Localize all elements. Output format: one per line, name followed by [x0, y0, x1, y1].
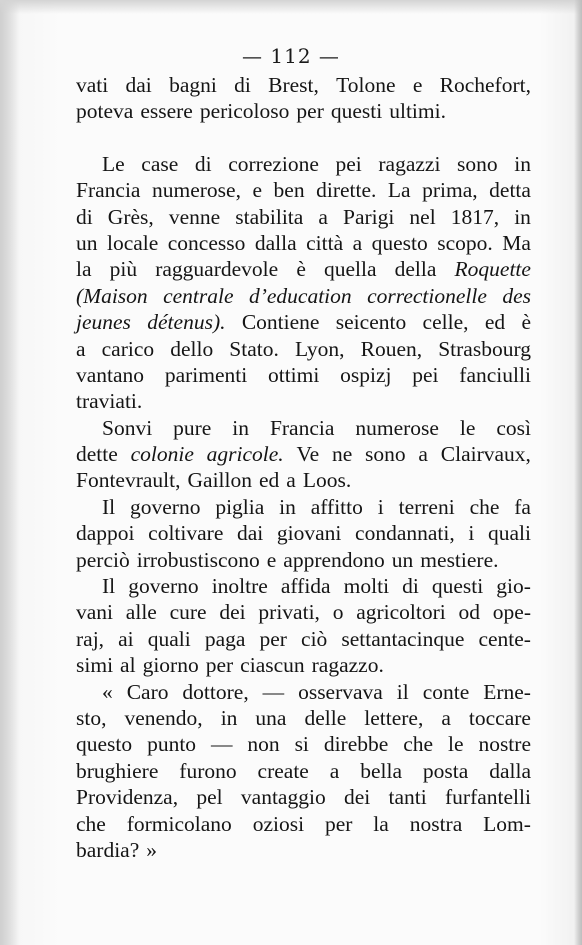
word: bagni: [169, 73, 217, 97]
word: di: [194, 151, 212, 176]
word: più: [109, 257, 138, 282]
word: Caro: [126, 679, 169, 704]
word: inoltre: [211, 574, 268, 599]
word: in: [279, 494, 296, 519]
word: questo: [371, 230, 428, 255]
word: nel: [409, 204, 436, 229]
text-line: [76, 283, 531, 309]
word: in: [514, 151, 531, 176]
word: poteva: [76, 99, 134, 124]
word: ragazzo.: [311, 653, 384, 678]
text-line: [76, 784, 531, 810]
word: ottimi: [267, 362, 320, 387]
word: ne: [331, 442, 353, 467]
word: per: [259, 626, 287, 651]
word: delle: [304, 705, 347, 730]
body-text: [76, 72, 531, 863]
word: Ma: [502, 230, 531, 255]
word: Erne-: [483, 679, 531, 704]
word: ciò: [301, 626, 328, 651]
word: Grès,: [107, 204, 154, 229]
word: od: [458, 600, 481, 625]
word: correctionelle: [367, 283, 487, 308]
text-line: [76, 520, 531, 546]
word: la: [373, 811, 389, 836]
word: direbbe: [323, 732, 389, 757]
word: la: [76, 257, 92, 282]
word: che: [76, 811, 106, 836]
word: paga: [204, 626, 246, 651]
paragraph-continuation: [76, 72, 531, 125]
word: 1817,: [450, 204, 500, 229]
word: Gaillon: [187, 468, 252, 493]
word: perciò: [76, 547, 130, 572]
word: formicolano: [126, 811, 232, 836]
word: al: [120, 653, 136, 678]
word: colonie: [130, 442, 194, 467]
word: per: [324, 811, 353, 836]
word: Strasbourg: [438, 336, 531, 361]
text-line: [76, 626, 531, 652]
text-line: [76, 98, 531, 124]
page-edge-shadow-right: [574, 0, 582, 945]
word: città: [306, 230, 344, 255]
word: vati: [76, 73, 109, 97]
word: a: [352, 230, 363, 255]
text-line: [76, 177, 531, 203]
word: furfantelli: [445, 785, 531, 810]
word: concesso: [167, 230, 246, 255]
word: raj,: [76, 626, 105, 651]
word: carico: [101, 336, 155, 361]
word: il: [396, 679, 409, 704]
word: dalla: [489, 758, 531, 783]
text-line: [76, 362, 531, 388]
word: pel: [196, 785, 223, 810]
word: punto: [147, 732, 197, 757]
word: case: [141, 151, 179, 176]
text-line: [76, 758, 531, 784]
word: gio-: [496, 574, 531, 599]
word: vantaggio: [240, 785, 326, 810]
word: toccare: [468, 705, 531, 730]
word: settantacinque: [341, 626, 465, 651]
word: ospizj: [340, 362, 392, 387]
word: governo: [128, 574, 199, 599]
text-line: [76, 467, 531, 493]
word: dei: [343, 785, 371, 810]
word: «: [102, 679, 113, 704]
word: di: [76, 204, 93, 229]
text-line: [76, 230, 531, 256]
word: prima,: [422, 178, 478, 203]
text-line: [76, 494, 531, 520]
word: a: [318, 204, 328, 229]
text-line: [76, 679, 531, 705]
text-line: [76, 837, 531, 863]
word: sono: [365, 442, 406, 467]
word: fa: [514, 494, 531, 519]
word: pei: [412, 362, 439, 387]
word: questi: [431, 574, 484, 599]
word: in: [514, 204, 531, 229]
word: e: [412, 73, 423, 97]
word: Le: [102, 151, 125, 176]
word: per: [205, 653, 234, 678]
word: pei: [335, 151, 362, 176]
word: parimenti: [164, 362, 248, 387]
word: Il: [102, 494, 116, 519]
word: così: [496, 415, 531, 440]
word: posta: [422, 758, 469, 783]
word: Providenza,: [76, 785, 179, 810]
word: terreni: [398, 494, 455, 519]
word: che: [403, 732, 434, 757]
word: Il: [102, 574, 116, 599]
word: ragguardevole: [155, 257, 279, 282]
word: di: [234, 73, 251, 97]
word: sono: [457, 151, 498, 176]
word: i: [377, 494, 384, 519]
word: conte: [422, 679, 470, 704]
word: dai: [237, 521, 264, 546]
word: ultimi.: [389, 99, 446, 124]
word: agricole.: [206, 442, 284, 467]
word: create: [257, 758, 309, 783]
word: è: [521, 310, 531, 335]
word: dei: [219, 600, 246, 625]
word: in: [232, 415, 249, 440]
word: i: [468, 521, 475, 546]
word: La: [387, 178, 411, 203]
word: dappoi: [76, 521, 135, 546]
word: quali: [147, 626, 191, 651]
word: a: [329, 758, 340, 783]
text-line: [76, 441, 531, 467]
word: giorno: [142, 653, 199, 678]
word: e: [266, 547, 277, 572]
word: Fontevrault,: [76, 468, 181, 493]
word: di: [402, 574, 419, 599]
word: traviati.: [76, 389, 143, 414]
word: e: [252, 178, 263, 203]
word: seicento: [335, 310, 407, 335]
word: dirette.: [316, 178, 377, 203]
word: Sonvi: [102, 415, 153, 440]
word: dette: [76, 442, 118, 467]
word: osservava: [298, 679, 383, 704]
word: agricoltori: [356, 600, 446, 625]
word: è: [296, 257, 306, 282]
text-line: [76, 573, 531, 599]
word: governo: [130, 494, 201, 519]
word: si: [294, 732, 309, 757]
word: —: [210, 732, 233, 757]
word: furono: [179, 758, 237, 783]
text-line: [76, 599, 531, 625]
word: centrale: [163, 283, 234, 308]
word: venendo,: [124, 705, 203, 730]
word: ben: [273, 178, 305, 203]
word: Tolone: [336, 73, 396, 97]
word: quali: [487, 521, 531, 546]
word: ope-: [492, 600, 531, 625]
word: Parigi: [343, 204, 395, 229]
word: locale: [106, 230, 159, 255]
paragraph-colonie-agricole: [76, 415, 531, 494]
word: sto,: [76, 705, 107, 730]
word: Clairvaux,: [440, 442, 531, 467]
word: Stato.: [229, 336, 279, 361]
word: détenus).: [147, 310, 226, 335]
word: —: [262, 679, 285, 704]
word: lettere,: [364, 705, 424, 730]
paragraph-governo-affitto: [76, 494, 531, 573]
word: brughiere: [76, 758, 159, 783]
word: non: [247, 732, 280, 757]
word: a: [286, 468, 296, 493]
word: tanti: [388, 785, 427, 810]
word: affida: [280, 574, 331, 599]
word: alle: [125, 600, 157, 625]
word: cente-: [478, 626, 531, 651]
word: ed: [259, 468, 280, 493]
word: Rouen,: [360, 336, 423, 361]
word: giovani: [276, 521, 342, 546]
text-line: [76, 151, 531, 177]
word: dai: [125, 73, 152, 97]
paragraph-gap: [76, 125, 531, 151]
word: o: [332, 600, 344, 625]
text-line: [76, 811, 531, 837]
text-line: [76, 705, 531, 731]
word: simi: [76, 653, 114, 678]
page-number: — 112 —: [242, 44, 340, 68]
word: detta: [489, 178, 531, 203]
word: jeunes: [76, 310, 131, 335]
word: Lyon,: [294, 336, 345, 361]
word: Loos.: [302, 468, 352, 493]
text-line: [76, 204, 531, 230]
word: piglia: [215, 494, 265, 519]
text-line: [76, 415, 531, 441]
word: numerose: [355, 415, 439, 440]
paragraph-case-di-correzione: [76, 151, 531, 415]
word: fanciulli: [459, 362, 531, 387]
word: un: [76, 230, 98, 255]
word: numerose,: [151, 178, 241, 203]
word: nostra: [409, 811, 463, 836]
word: scopo.: [437, 230, 493, 255]
text-line: [76, 652, 531, 678]
word: dalla: [254, 230, 297, 255]
word: mestiere.: [420, 547, 499, 572]
word: privati,: [258, 600, 320, 625]
word: Roquette: [454, 257, 531, 282]
text-line: [76, 336, 531, 362]
word: in: [220, 705, 238, 730]
word: Ve: [296, 442, 320, 467]
word: correzione: [228, 151, 319, 176]
page-edge-shadow-top: [0, 0, 582, 14]
word: che: [469, 494, 500, 519]
word: Contiene: [241, 310, 320, 335]
word: questo: [76, 732, 133, 757]
word: ai: [118, 626, 134, 651]
word: Francia: [76, 178, 141, 203]
word: pericoloso: [199, 99, 290, 124]
word: quella: [323, 257, 377, 282]
word: (Maison: [76, 283, 148, 308]
word: essere: [140, 99, 193, 124]
word: le: [447, 732, 464, 757]
word: irrobustiscono: [136, 547, 260, 572]
word: apprendono: [283, 547, 385, 572]
word: vantano: [76, 362, 145, 387]
word: le: [459, 415, 476, 440]
word: a: [441, 705, 451, 730]
word: d’education: [248, 283, 352, 308]
word: celle,: [422, 310, 469, 335]
text-line: [76, 731, 531, 757]
word: ciascun: [240, 653, 305, 678]
word: Lom-: [483, 811, 531, 836]
word: bella: [360, 758, 402, 783]
word: dottore,: [182, 679, 249, 704]
word: coltivare: [148, 521, 224, 546]
word: Rochefort,: [439, 73, 531, 97]
word: pure: [173, 415, 212, 440]
word: nostre: [478, 732, 531, 757]
word: ed: [484, 310, 506, 335]
text-line: [76, 547, 531, 573]
word: vani: [76, 600, 114, 625]
word: della: [394, 257, 437, 282]
word: a: [76, 336, 86, 361]
text-line: [76, 256, 531, 282]
word: questi: [330, 99, 383, 124]
word: a: [418, 442, 428, 467]
word: molti: [343, 574, 390, 599]
word: dello: [170, 336, 214, 361]
word: des: [502, 283, 531, 308]
word: ragazzi: [378, 151, 441, 176]
word: Brest,: [268, 73, 319, 97]
word: Francia: [269, 415, 335, 440]
text-line: [76, 388, 531, 414]
word: affitto: [310, 494, 363, 519]
word: per: [296, 99, 324, 124]
paragraph-governo-affida: [76, 573, 531, 679]
word: condannati,: [355, 521, 455, 546]
word: »: [146, 837, 158, 862]
text-line: [76, 309, 531, 335]
word: un: [391, 547, 414, 572]
word: bardia?: [76, 837, 140, 862]
text-line: [76, 72, 531, 98]
word: una: [255, 705, 287, 730]
word: stabilita: [235, 204, 304, 229]
word: oziosi: [252, 811, 305, 836]
word: cure: [169, 600, 207, 625]
paragraph-caro-dottore: [76, 679, 531, 864]
page-edge-shadow-left: [0, 0, 20, 945]
word: venne: [168, 204, 221, 229]
